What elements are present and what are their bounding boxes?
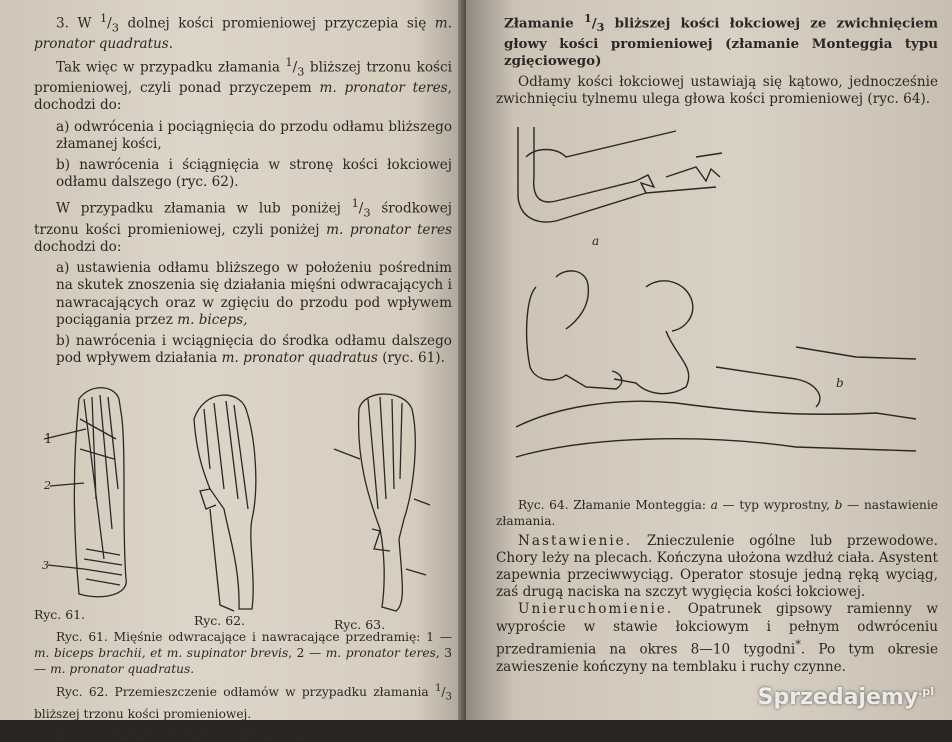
fig64b-label: b	[836, 375, 844, 390]
label-3: 3	[42, 559, 49, 573]
section-title-monteggia: Złamanie $^1/_3$ bliższej kości łokciowej ze zwichnięciem głowy kości promieniowej (złamanie Monteggia typu zgięciowego)	[504, 12, 939, 70]
fig62-forearm-drawing	[194, 395, 256, 611]
list-item-b-middle: b) nawrócenia i wciągnięcia do środka odłamu dalszego pod wpływem działania m. pronator quadratus (ryc. 61).	[56, 333, 452, 367]
fig61-label: Ryc. 61.	[34, 607, 86, 623]
fig64b-reduction-drawing	[516, 270, 916, 456]
paragraph-reduction: Nastawienie. Znieczulenie ogólne lub przewodowe. Chory leży na plecach. Kończyna ułożona wzdłuż ciała. Asystent zapewnia przeciwwyciąg. Operator stosuje jedną ręką wyciąg, zaś drugą naciska na szczyt wygięcia kości łokciowej.	[496, 532, 938, 601]
monteggia-illustration	[496, 117, 936, 497]
left-page	[0, 0, 470, 741]
fig62-label: Ryc. 62.	[194, 613, 246, 629]
caption-fig61: Ryc. 61. Mięśnie odwracające i nawracające przedramię: 1 — m. biceps brachii, et m. supinator brevis, 2 — m. pronator teres, 3 — m. pronator quadratus.	[34, 630, 453, 677]
list-item-a-middle: a) ustawienia odłamu bliższego w położeniu pośrednim na skutek znoszenia się działania mięśni odwracających i nawracających oraz w zgięciu do przodu pod wpływem pociągania przez m. biceps,	[56, 260, 452, 328]
paragraph-pronator-quadratus: 3. W $^1/_3$ dolnej kości promieniowej przyczepia się m. pronator quadratus.	[34, 11, 452, 53]
figure-64	[496, 117, 938, 497]
fig64a-label: a	[592, 233, 600, 248]
caption-fig62: Ryc. 62. Przemieszczenie odłamów w przypadku złamania $^1/_3$ bliższej trzonu kości promieniowej.	[34, 683, 452, 721]
label-2: 2	[44, 479, 51, 493]
paragraph-fragments: Odłamy kości łokciowej ustawiają się kątowo, jednocześnie zwichnięciu tylnemu ulega głowa kości promieniowej (ryc. 64).	[496, 74, 938, 108]
paragraph-proximal-fracture: Tak więc w przypadku złamania $^1/_3$ bliższej trzonu kości promieniowej, czyli ponad przyczepem m. pronator teres, dochodzi do:	[34, 54, 452, 114]
list-item-b-proximal: b) nawrócenia i ściągnięcia w stronę kości łokciowej odłamu dalszego (ryc. 62).	[56, 156, 452, 191]
fig63-forearm-drawing	[334, 394, 430, 611]
forearm-illustrations	[34, 379, 452, 633]
label-1: 1	[44, 432, 53, 448]
paragraph-middle-fracture: W przypadku złamania w lub poniżej $^1/_3$ środkowej trzonu kości promieniowej, czyli poniżej m. pronator teres dochodzi do:	[34, 196, 453, 255]
watermark-logo: Sprzedajemy$^{.pl}$	[757, 685, 934, 710]
caption-fig64: Ryc. 64. Złamanie Monteggia: a — typ wyprostny, b — nastawienie złamania.	[496, 497, 938, 528]
fig63-label: Ryc. 63.	[334, 617, 386, 633]
caption-fig63: Ryc. 63. Przemieszczenie odłamów w przy...	[56, 726, 327, 741]
list-item-a-proximal: a) odwrócenia i pociągnięcia do przodu odłamu bliższego złamanej kości,	[56, 118, 452, 152]
fig61-forearm-drawing	[44, 388, 126, 597]
figures-61-63	[34, 379, 452, 633]
fig64a-elbow-drawing	[518, 127, 722, 222]
right-page	[466, 0, 952, 720]
paragraph-immobilization: Unieruchomienie. Opatrunek gipsowy ramienny w wyproście w stawie łokciowym i pełnym odwróceniu przedramienia na okres 8—10 tygodni*. Po tym okresie zawieszenie kończyny na temblaku i ruchy czynne.	[496, 601, 938, 675]
